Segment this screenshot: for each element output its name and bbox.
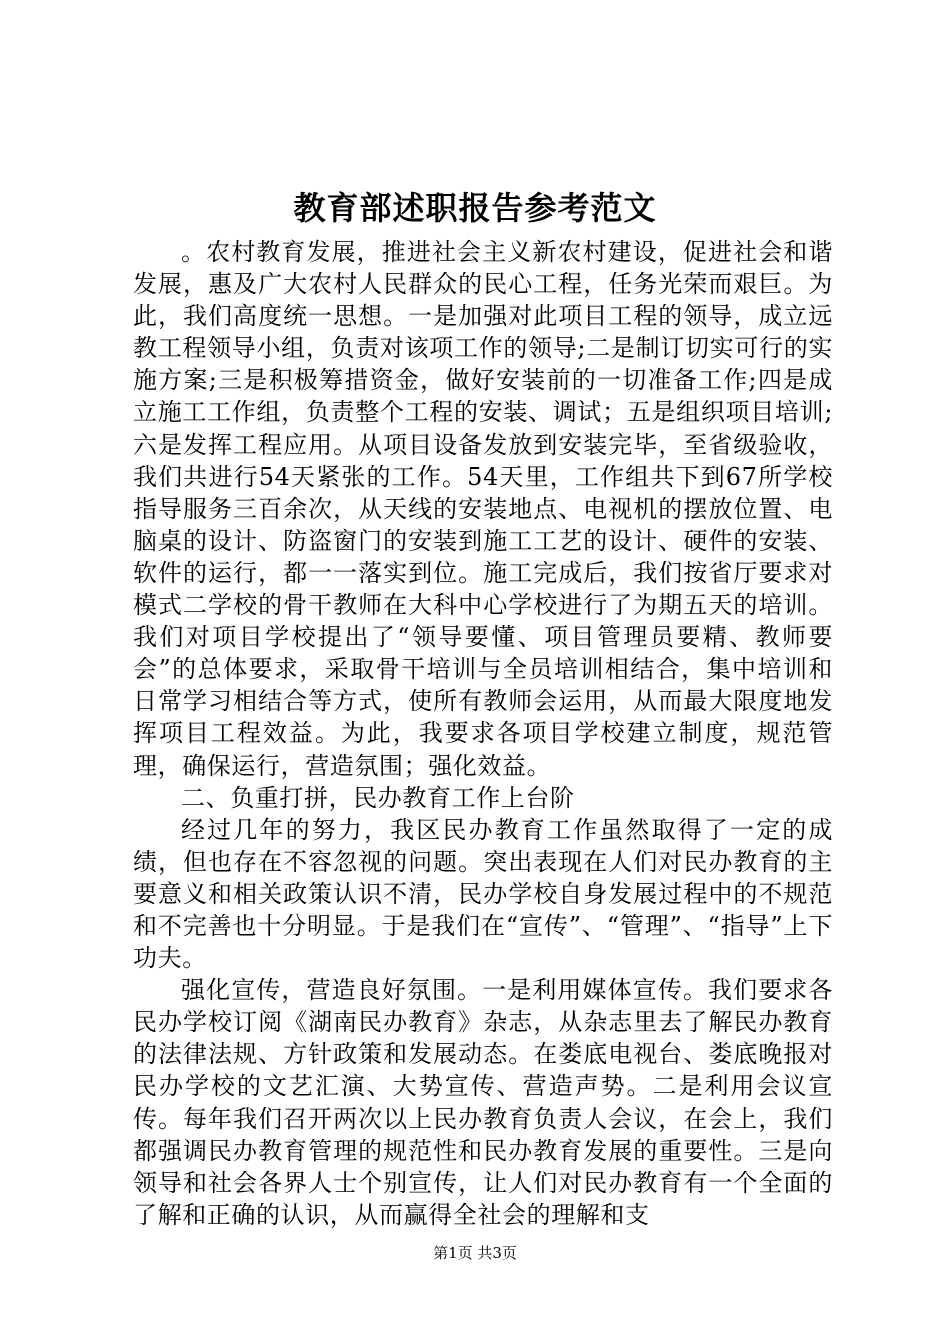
paragraph: 经过几年的努力，我区民办教育工作虽然取得了一定的成绩，但也存在不容忽视的问题。突出表现在人们对民办教育的主要意义和相关政策认识不清，民办学校自身发展过程中的不规范和不完善也十分明显。于是我们在“宣传”、“管理”、“指导”上下功夫。 xyxy=(133,815,833,973)
section-heading: 二、负重打拼，民办教育工作上台阶 xyxy=(181,783,575,812)
document-body xyxy=(133,236,833,1231)
paragraph: 强化宣传，营造良好氛围。一是利用媒体宣传。我们要求各民办学校订阅《湖南民办教育》杂志，从杂志里去了解民办教育的法律法规、方针政策和发展动态。在娄底电视台、娄底晚报对民办学校的文艺汇演、大势宣传、营造声势。二是利用会议宣传。每年我们召开两次以上民办教育负责人会议，在会上，我们都强调民办教育管理的规范性和民办教育发展的重要性。三是向领导和社会各界人士个别宣传，让人们对民办教育有一个全面的了解和正确的认识，从而赢得全社会的理解和支 xyxy=(133,976,833,1229)
page-footer: 第1页 共3页 xyxy=(433,1244,517,1262)
document-title: 教育部述职报告参考范文 xyxy=(293,189,657,227)
paragraph: 。农村教育发展，推进社会主义新农村建设，促进社会和谐发展，惠及广大农村人民群众的民心工程，任务光荣而艰巨。为此，我们高度统一思想。一是加强对此项目工程的领导，成立远教工程领导小组，负责对该项工作的领导;二是制订切实可行的实施方案;三是积极筹措资金，做好安装前的一切准备工作;四是成立施工工作组，负责整个工程的安装、调试；五是组织项目培训;六是发挥工程应用。从项目设备发放到安装完毕，至省级验收，我们共进行54天紧张的工作。54天里，工作组共下到67所学校指导服务三百余次，从天线的安装地点、电视机的摆放位置、电脑桌的设计、防盗窗门的安装到施工工艺的设计、硬件的安装、软件的运行，都一一落实到位。施工完成后，我们按省厅要求对模式二学校的骨干教师在大科中心学校进行了为期五天的培训。我们对项目学校提出了“领导要懂、项目管理员要精、教师要会”的总体要求，采取骨干培训与全员培训相结合，集中培训和日常学习相结合等方式，使所有教师会运用，从而最大限度地发挥项目工程效益。为此，我要求各项目学校建立制度，规范管理，确保运行，营造氛围；强化效益。 xyxy=(133,238,833,780)
